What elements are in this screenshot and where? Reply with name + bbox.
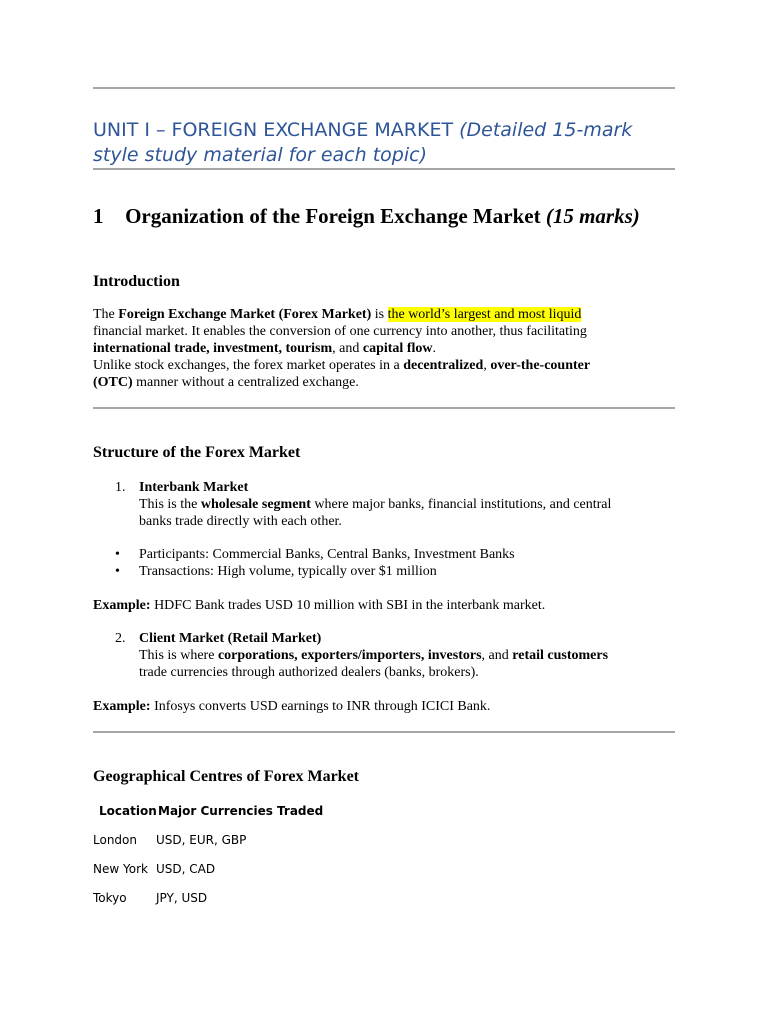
intro-text: , <box>483 358 491 373</box>
title-rule <box>93 168 675 170</box>
intro-highlight: the world’s largest and most liquid <box>387 307 582 322</box>
section-marks: (15 marks) <box>545 204 640 228</box>
table-cell-location: Tokyo <box>93 891 127 905</box>
list-item-text: , and <box>481 648 513 663</box>
unit-title-main: UNIT I – FOREIGN EXCHANGE MARKET <box>93 119 454 141</box>
list-item-text: This is the <box>139 497 201 512</box>
intro-bold-term: Foreign Exchange Market (Forex Market) <box>118 307 372 322</box>
example-1 <box>93 597 668 614</box>
bullet-text: Transactions: High volume, typically over $1 million <box>139 564 437 579</box>
example-label: Example: <box>93 699 151 714</box>
list-number: 1. <box>115 480 126 495</box>
list-item-interbank <box>115 479 670 530</box>
list-item-title: Interbank Market <box>139 480 249 495</box>
intro-text: Unlike stock exchanges, the forex market operates in a <box>93 358 404 373</box>
intro-bold-term: (OTC) <box>93 375 133 390</box>
intro-paragraph <box>93 306 668 391</box>
list-item-text: trade currencies through authorized dealers (banks, brokers). <box>139 665 479 680</box>
list-item-text: where major banks, financial institutions, and central <box>310 497 612 512</box>
structure-rule <box>93 731 675 733</box>
structure-heading: Structure of the Forex Market <box>93 444 301 461</box>
list-item-bold: wholesale segment <box>200 497 311 512</box>
intro-text: financial market. It enables the conversion of one currency into another, thus facilitating <box>93 324 587 339</box>
bullet-dot: • <box>115 564 120 579</box>
bullet-item <box>115 563 437 580</box>
intro-bold-term: international trade, investment, tourism <box>93 341 333 356</box>
list-item-client <box>115 630 670 681</box>
section-heading <box>93 203 653 230</box>
intro-text: is <box>371 307 388 322</box>
table-header-location: Location <box>99 804 157 818</box>
top-rule <box>93 87 675 89</box>
bullet-text: Participants: Commercial Banks, Central Banks, Investment Banks <box>139 547 515 562</box>
intro-rule <box>93 407 675 409</box>
list-item-bold: corporations, exporters/importers, investors <box>217 648 482 663</box>
list-item-text: banks trade directly with each other. <box>139 514 342 529</box>
example-text: HDFC Bank trades USD 10 million with SBI in the interbank market. <box>150 598 546 613</box>
table-cell-currencies: JPY, USD <box>156 891 208 905</box>
example-text: Infosys converts USD earnings to INR through ICICI Bank. <box>150 699 491 714</box>
unit-title-subtitle: (Detailed 15-mark style study material for each topic) <box>93 119 633 166</box>
list-number: 2. <box>115 631 126 646</box>
list-item-bold: retail customers <box>512 648 609 663</box>
table-cell-location: New York <box>93 862 148 876</box>
intro-heading: Introduction <box>93 273 180 290</box>
intro-text: The <box>93 307 119 322</box>
table-cell-currencies: USD, CAD <box>156 862 216 876</box>
intro-bold-term: capital flow <box>362 341 433 356</box>
table-cell-currencies: USD, EUR, GBP <box>156 833 247 847</box>
intro-text: , and <box>332 341 363 356</box>
table-cell-location: London <box>93 833 137 847</box>
table-header-currencies: Major Currencies Traded <box>158 804 324 818</box>
section-number: 1⃣ <box>93 204 120 228</box>
bullet-item <box>115 546 515 563</box>
example-label: Example: <box>93 598 151 613</box>
intro-text: manner without a centralized exchange. <box>132 375 359 390</box>
intro-bold-term: over-the-counter <box>490 358 591 373</box>
list-item-text: This is where <box>139 648 218 663</box>
unit-title <box>93 118 653 168</box>
example-2 <box>93 698 668 715</box>
intro-text: . <box>432 341 436 356</box>
intro-bold-term: decentralized <box>403 358 484 373</box>
geo-heading: Geographical Centres of Forex Market <box>93 768 360 785</box>
bullet-dot: • <box>115 547 120 562</box>
section-title: Organization of the Foreign Exchange Market <box>125 204 541 228</box>
list-item-title: Client Market (Retail Market) <box>139 631 322 646</box>
